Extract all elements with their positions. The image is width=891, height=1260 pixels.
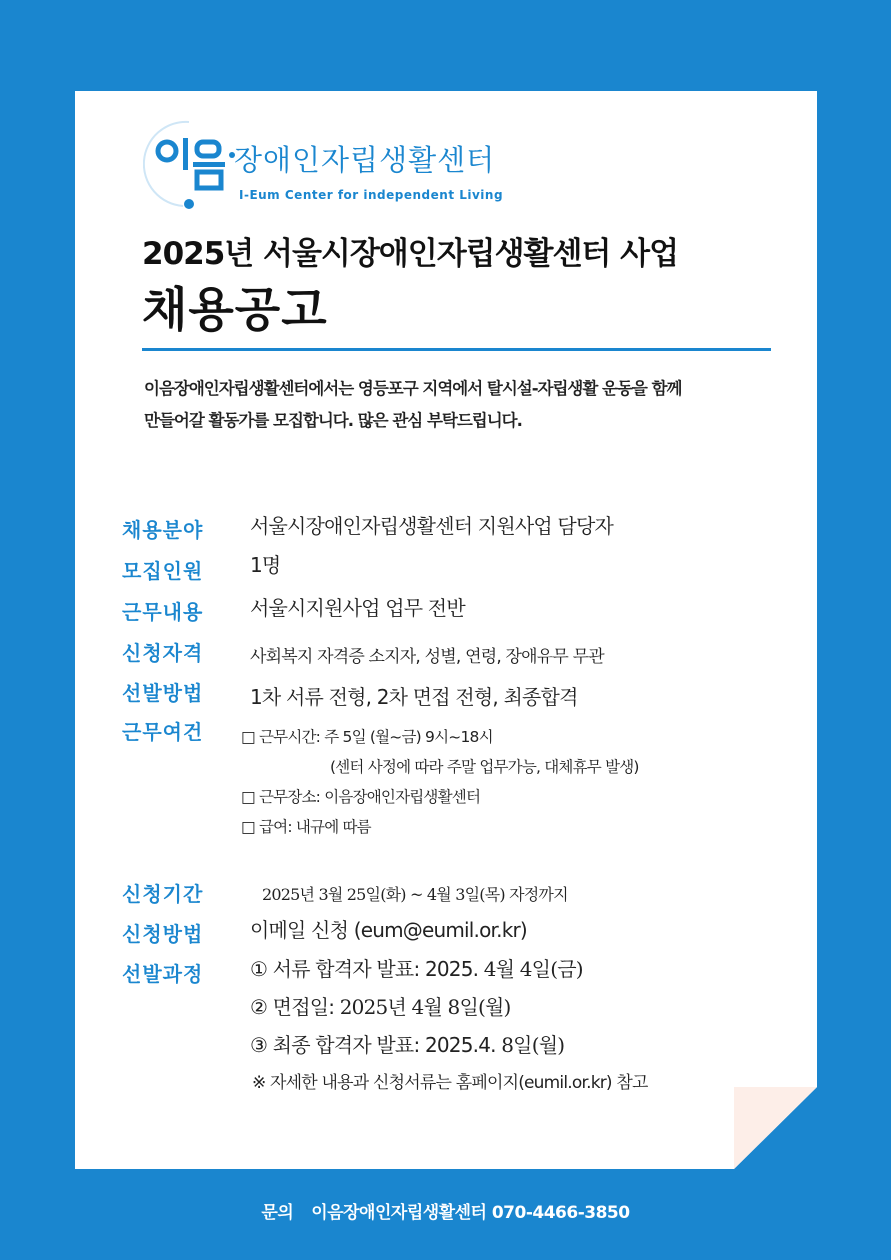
logo-subtitle: I-Eum Center for independent Living <box>239 188 504 202</box>
qual-label: 신청자격 <box>122 641 204 665</box>
intro-line-2: 만들어갈 활동가를 모집합니다. 많은 관심 부탁드립니다. <box>144 411 522 430</box>
process-step-1 <box>250 953 583 982</box>
title-line-2: 채용공고 <box>142 283 328 338</box>
method-value: 1차 서류 전형, 2차 면접 전형, 최종합격 <box>250 685 578 709</box>
process-step-2 <box>250 991 511 1020</box>
how-value: 이메일 신청 (eum@eumil.or.kr) <box>250 918 527 942</box>
qual-value: 사회복지 자격증 소지자, 성별, 연령, 장애유무 무관 <box>250 647 604 667</box>
logo-mark <box>143 118 243 213</box>
count-value: 1명 <box>250 553 281 577</box>
contact-label: 문의 <box>261 1203 294 1223</box>
count-label: 모집인원 <box>122 559 204 583</box>
process-step-3 <box>250 1029 564 1058</box>
step-1-date: 4월 4일(금) <box>478 957 583 981</box>
title-line-1: 2025년 서울시장애인자립생활센터 사업 <box>142 236 679 272</box>
step-2-date: 2025년 4월 8일(월) <box>339 995 511 1019</box>
work-hours-note: (센터 사정에 따라 주말 업무가능, 대체휴무 발생) <box>330 758 639 776</box>
work-value: 서울시지원사업 업무 전반 <box>250 596 465 620</box>
step-3-prefix: ③ 최종 합격자 발표: 2025.4. <box>250 1033 496 1057</box>
contact-info: 이음장애인자립생활센터 070-4466-3850 <box>311 1203 630 1223</box>
process-label: 선발과정 <box>122 962 204 986</box>
period-value: 2025년 3월 25일(화) ~ 4월 3일(목) 자정까지 <box>262 885 568 904</box>
homepage-note: ※ 자세한 내용과 신청서류는 홈페이지(eumil.or.kr) 참고 <box>252 1073 648 1093</box>
work-hours: □ 근무시간: 주 5일 (월~금) 9시~18시 <box>241 728 493 746</box>
contact-footer <box>0 1198 891 1223</box>
title-divider <box>142 348 771 351</box>
center-logo <box>143 118 503 213</box>
logo-name: 장애인자립생활센터 <box>234 143 496 177</box>
period-label: 신청기간 <box>122 882 204 906</box>
intro-paragraph <box>144 373 784 437</box>
field-label: 채용분야 <box>122 518 204 542</box>
method-label: 선발방법 <box>122 681 204 705</box>
work-label: 근무내용 <box>122 600 204 624</box>
step-3-date: 8일(월) <box>495 1033 565 1057</box>
field-value: 서울시장애인자립생활센터 지원사업 담당자 <box>250 514 613 538</box>
step-1-prefix: ① 서류 합격자 발표: 2025. <box>250 957 479 981</box>
page-curl-corner <box>734 1087 817 1169</box>
how-label: 신청방법 <box>122 922 204 946</box>
conditions-label: 근무여건 <box>122 720 204 744</box>
salary: □ 급여: 내규에 따름 <box>241 818 371 836</box>
work-place: □ 근무장소: 이음장애인자립생활센터 <box>241 788 481 806</box>
step-2-prefix: ② 면접일: <box>250 995 335 1019</box>
intro-line-1: 이음장애인자립생활센터에서는 영등포구 지역에서 탈시설-자립생활 운동을 함께 <box>144 379 682 398</box>
